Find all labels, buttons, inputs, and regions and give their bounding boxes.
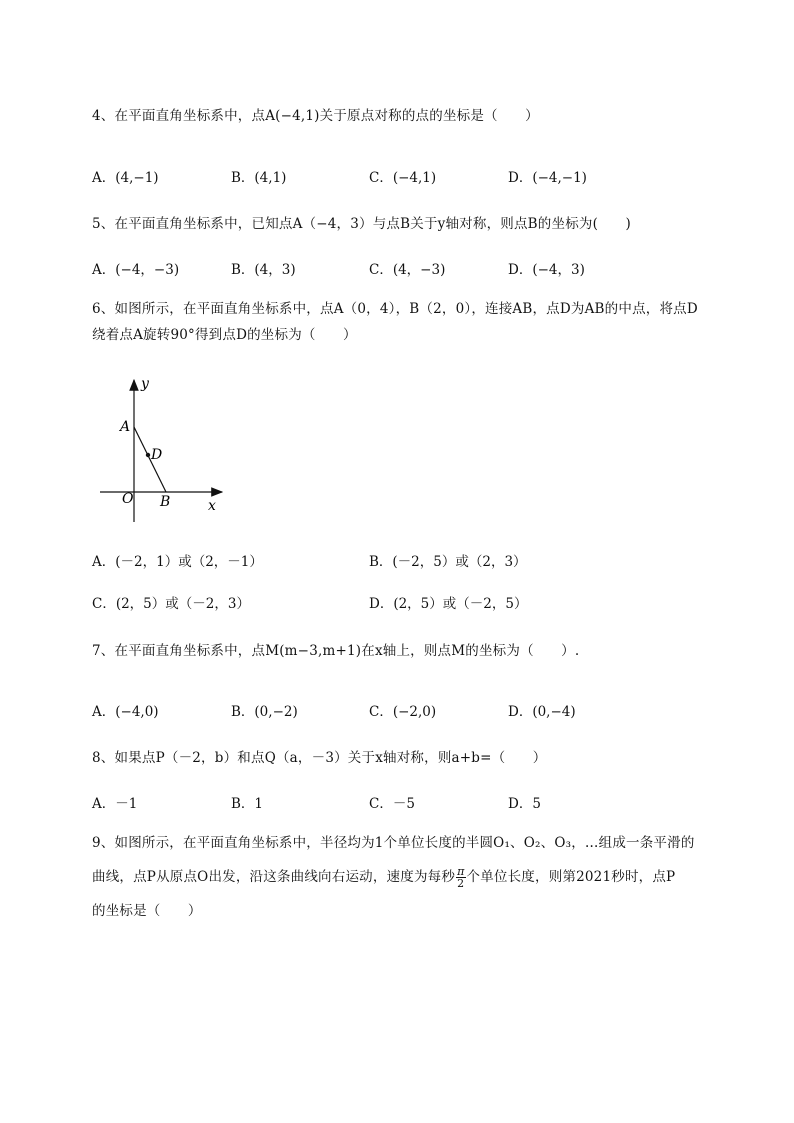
q6-coordinate-figure <box>96 372 236 522</box>
q4-option-d[interactable]: D．(−4,−1) <box>508 170 587 186</box>
q8-option-a[interactable]: A．－1 <box>92 796 138 812</box>
q8-option-b[interactable]: B．1 <box>231 796 264 812</box>
q6-option-b[interactable]: B．(－2，5）或（2，3） <box>369 554 527 570</box>
q8-option-d[interactable]: D．5 <box>508 796 541 812</box>
question-9-stem-line2 <box>92 864 732 890</box>
q9-line2-part-b: 个单位长度，则第2021秒时，点P <box>466 869 676 885</box>
question-5-stem: 5、在平面直角坐标系中，已知点A（−4，3）与点B关于y轴对称，则点B的坐标为( ) <box>92 216 631 232</box>
question-6-stem-line1: 6、如图所示，在平面直角坐标系中，点A（0，4），B（2，0），连接AB，点D为AB的中点，将点D <box>92 301 698 317</box>
q5-option-c[interactable]: C．(4，−3) <box>369 262 446 278</box>
point-d-label: D <box>151 447 163 463</box>
q7-option-d[interactable]: D．(0,−4) <box>508 704 576 720</box>
x-axis-label: x <box>208 498 216 514</box>
question-9-stem-line3: 的坐标是（ ） <box>92 903 202 919</box>
question-6-stem-line2: 绕着点A旋转90°得到点D的坐标为（ ） <box>92 327 357 343</box>
fraction-denominator: 2 <box>457 877 465 890</box>
q5-option-d[interactable]: D．(−4，3) <box>508 262 585 278</box>
q4-option-b[interactable]: B．(4,1) <box>231 170 287 186</box>
point-b-label: B <box>160 494 171 510</box>
q4-option-c[interactable]: C．(−4,1) <box>369 170 437 186</box>
fraction-numerator: π <box>457 865 465 878</box>
question-4-stem: 4、在平面直角坐标系中，点A(−4,1)关于原点对称的点的坐标是（ ） <box>92 108 539 124</box>
q7-option-b[interactable]: B．(0,−2) <box>231 704 298 720</box>
origin-label: O <box>122 491 134 507</box>
q9-line2-part-a: 曲线，点P从原点O出发，沿这条曲线向右运动，速度为每秒 <box>92 869 456 885</box>
q5-option-b[interactable]: B．(4，3) <box>231 262 296 278</box>
question-9-stem-line1: 9、如图所示，在平面直角坐标系中，半径均为1个单位长度的半圆O₁、O₂、O₃，…组成一条平滑的 <box>92 835 695 851</box>
q4-option-a[interactable]: A．(4,−1) <box>92 170 159 186</box>
question-8-stem: 8、如果点P（－2，b）和点Q（a，－3）关于x轴对称，则a+b=（ ） <box>92 750 547 766</box>
point-d-marker <box>146 453 150 457</box>
q6-option-d[interactable]: D．(2，5）或（－2，5） <box>369 596 528 612</box>
q6-option-a[interactable]: A．(－2，1）或（2，－1） <box>92 554 263 570</box>
q7-option-a[interactable]: A．(−4,0) <box>92 704 159 720</box>
point-a-label: A <box>120 419 131 435</box>
pi-over-2-fraction <box>456 866 465 889</box>
q7-option-c[interactable]: C．(−2,0) <box>369 704 437 720</box>
y-axis-label: y <box>141 376 149 392</box>
q6-option-c[interactable]: C．(2，5）或（－2，3） <box>92 596 250 612</box>
question-7-stem: 7、在平面直角坐标系中，点M(m−3,m+1)在x轴上，则点M的坐标为（ ）. <box>92 643 580 659</box>
q5-option-a[interactable]: A．(−4，−3) <box>92 262 180 278</box>
q8-option-c[interactable]: C．－5 <box>369 796 415 812</box>
